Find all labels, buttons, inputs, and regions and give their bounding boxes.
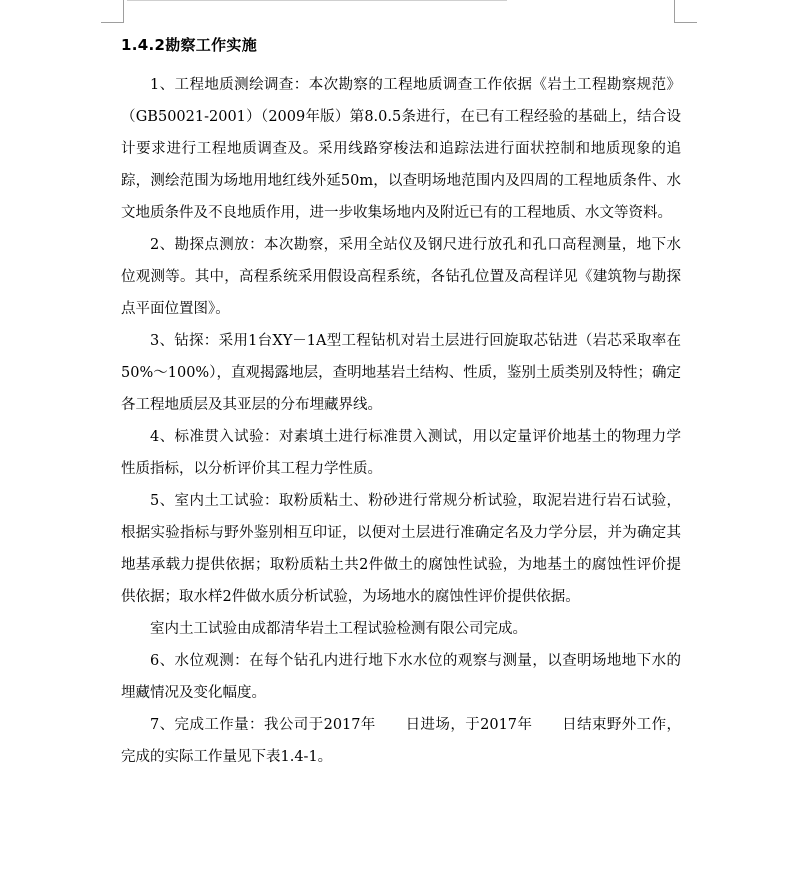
page-top-edge: [127, 0, 507, 1]
paragraph-lab-soil-test: 5、室内土工试验：取粉质粘土、粉砂进行常规分析试验，取泥岩进行岩石试验，根据实验指标与野外鉴别相互印证，以便对土层进行准确定名及力学分层，并为确定其地基承载力提供依据；取粉质粘土共2件做土的腐蚀性试验，为地基土的腐蚀性评价提供依据；取水样2件做水质分析试验，为场地水的腐蚀性评价提供依据。: [121, 493, 681, 605]
paragraph-lab-completion: 室内土工试验由成都清华岩土工程试验检测有限公司完成。: [150, 621, 527, 637]
margin-crop-mark-left: [101, 0, 124, 23]
paragraph-survey-point-layout: 2、勘探点测放：本次勘察，采用全站仪及钢尺进行放孔和孔口高程测量，地下水位观测等。其中，高程系统采用假设高程系统，各钻孔位置及高程详见《建筑物与勘探点平面位置图》。: [121, 237, 681, 317]
section-heading: 1.4.2勘察工作实施: [121, 36, 258, 54]
paragraph-water-level: 6、水位观测：在每个钻孔内进行地下水水位的观察与测量，以查明场地地下水的埋藏情况及变化幅度。: [121, 653, 681, 701]
margin-crop-mark-right: [674, 0, 697, 23]
paragraph-geological-mapping: 1、工程地质测绘调查：本次勘察的工程地质调查工作依据《岩土工程勘察规范》（GB50021-2001）（2009年版）第8.0.5条进行，在已有工程经验的基础上，结合设计要求进行工程地质调查及。采用线路穿梭法和追踪法进行面状控制和地质现象的追踪，测绘范围为场地用地红线外延50m，以查明场地范围内及四周的工程地质条件、水文地质条件及不良地质作用，进一步收集场地内及附近已有的工程地质、水文等资料。: [121, 77, 681, 221]
paragraph-workload: 7、完成工作量：我公司于2017年 日进场，于2017年 日结束野外工作，完成的实际工作量见下表1.4-1。: [121, 717, 681, 765]
paragraph-penetration-test: 4、标准贯入试验：对素填土进行标准贯入测试，用以定量评价地基土的物理力学性质指标，以分析评价其工程力学性质。: [121, 429, 681, 477]
document-body: [121, 34, 681, 773]
paragraph-drilling: 3、钻探：采用1台XY－1A型工程钻机对岩土层进行回旋取芯钻进（岩芯采取率在50%～100%），直观揭露地层，查明地基岩土结构、性质，鉴别土质类别及特性；确定各工程地质层及其亚层的分布埋藏界线。: [121, 333, 681, 413]
